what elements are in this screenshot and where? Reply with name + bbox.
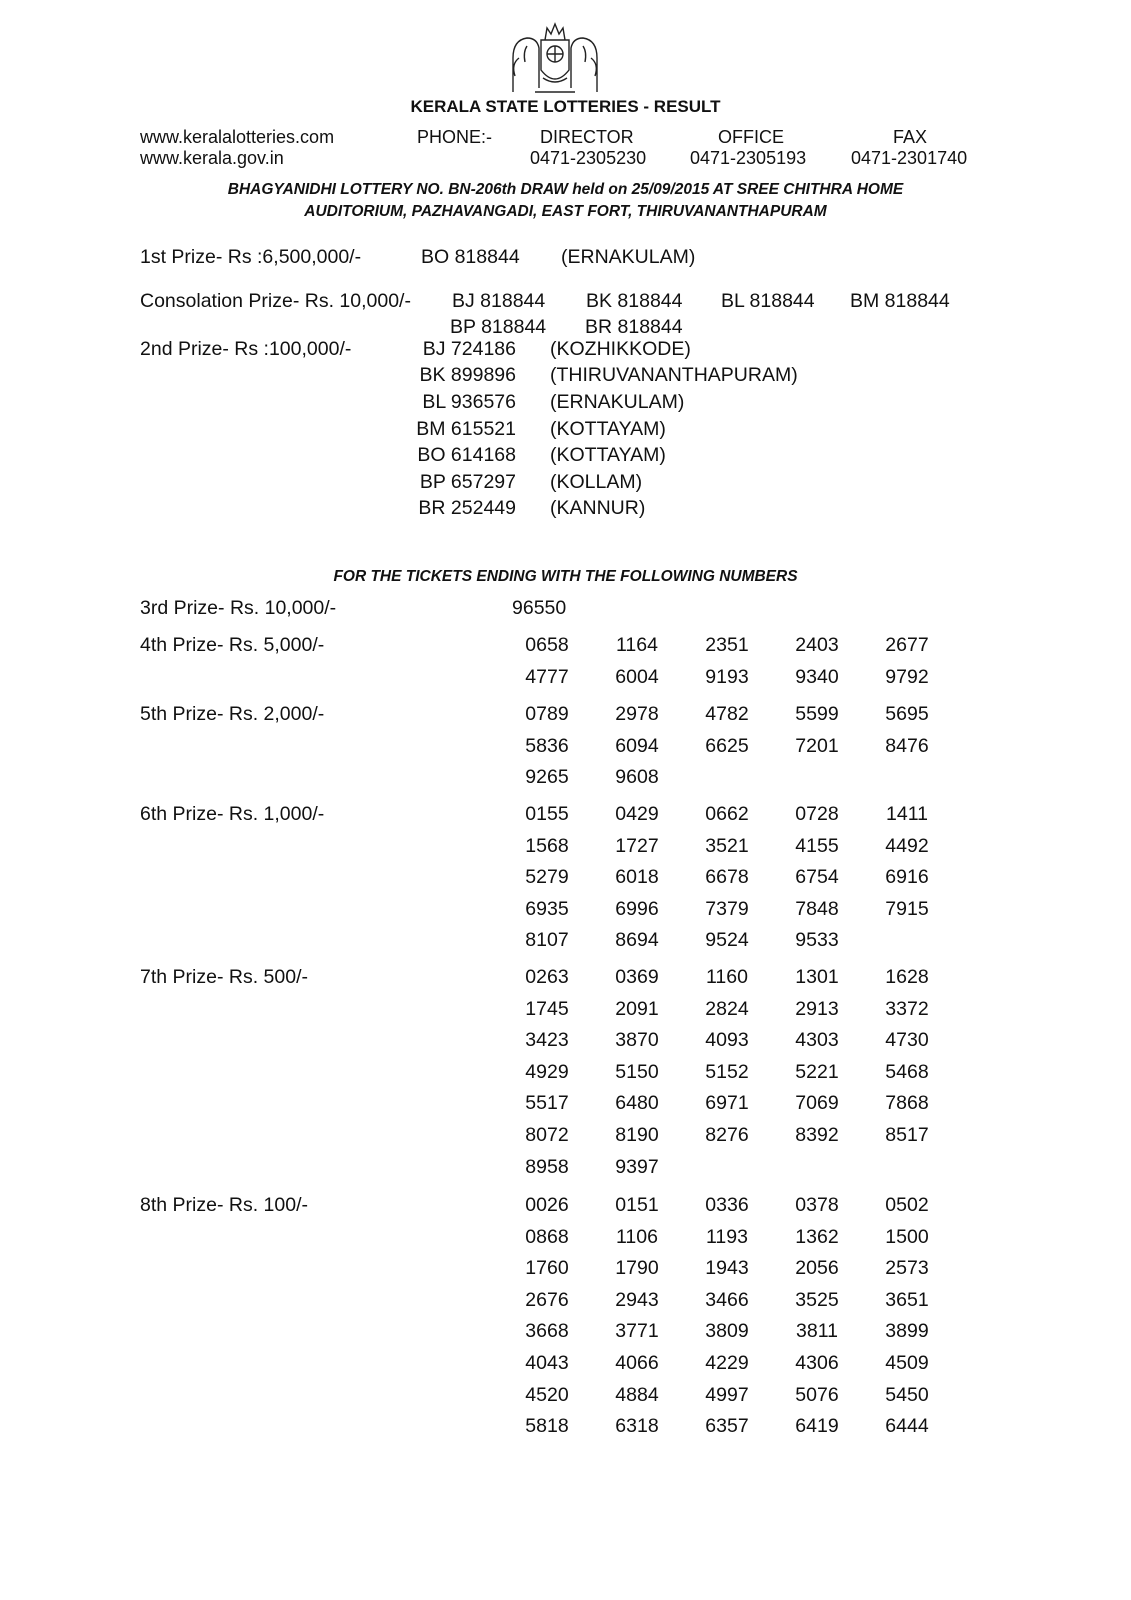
winning-number: 3668 (525, 1320, 569, 1343)
winning-number: 1193 (706, 1225, 748, 1248)
winning-number: 9533 (795, 929, 839, 952)
winning-number: 4492 (885, 834, 929, 857)
winning-number: 3423 (525, 1029, 569, 1052)
winning-number: 6357 (705, 1415, 749, 1438)
winning-number: 6678 (705, 866, 749, 889)
winning-number: 3809 (705, 1320, 749, 1343)
winning-number: 6419 (795, 1415, 839, 1438)
winning-number: 6916 (885, 866, 929, 889)
draw-info-line1: BHAGYANIDHI LOTTERY NO. BN-206th DRAW held on 25/09/2015 AT SREE CHITHRA HOME (227, 181, 904, 198)
winning-number: 3771 (615, 1320, 659, 1343)
winning-number: 2913 (795, 997, 839, 1020)
winning-number: 4509 (885, 1352, 929, 1374)
winning-number: 5279 (525, 866, 569, 889)
fax-label: FAX (893, 127, 928, 147)
winning-number: 4782 (705, 703, 749, 725)
winning-number: 6480 (615, 1092, 659, 1115)
winning-number: 0658 (525, 634, 569, 656)
winning-number: 6935 (525, 897, 569, 920)
winning-number: 8694 (615, 929, 659, 952)
winning-number: 0336 (705, 1194, 749, 1216)
winning-number: 6971 (705, 1092, 749, 1115)
winning-number: 0155 (525, 803, 569, 825)
winning-number: 9397 (615, 1155, 659, 1178)
consolation-ticket: BP 818844 (450, 316, 547, 338)
ending-numbers-heading: FOR THE TICKETS ENDING WITH THE FOLLOWING NUMBERS (333, 568, 798, 585)
consolation-ticket: BR 818844 (585, 316, 683, 338)
winning-number: 9265 (525, 766, 569, 789)
winning-number: 4884 (615, 1383, 659, 1406)
second-prize-ticket: BJ 724186 (422, 338, 516, 360)
winning-number: 2677 (885, 634, 929, 656)
winning-number: 5221 (795, 1060, 839, 1083)
winning-number: 1790 (615, 1257, 659, 1280)
second-prize-place: (ERNAKULAM) (550, 391, 685, 413)
winning-number: 7069 (795, 1092, 839, 1115)
winning-number: 0151 (615, 1194, 659, 1216)
page-title: KERALA STATE LOTTERIES - RESULT (410, 97, 721, 116)
winning-number: 6004 (615, 665, 659, 688)
winning-number: 2091 (615, 997, 659, 1020)
fax-number: 0471-2301740 (851, 148, 968, 168)
winning-number: 3521 (705, 834, 749, 857)
consolation-prize-label: Consolation Prize- Rs. 10,000/- (140, 290, 411, 312)
winning-number: 4229 (705, 1352, 749, 1374)
winning-number: 7379 (705, 897, 749, 920)
consolation-ticket: BK 818844 (586, 290, 683, 312)
winning-number: 0662 (705, 803, 749, 825)
winning-number: 5695 (885, 703, 929, 725)
winning-number: 4043 (525, 1352, 569, 1374)
prize-tier-label: 4th Prize- Rs. 5,000/- (140, 634, 325, 656)
office-label: OFFICE (718, 127, 784, 147)
phone-label: PHONE:- (417, 127, 493, 147)
prize-tier-label: 8th Prize- Rs. 100/- (140, 1194, 308, 1216)
winning-number: 1500 (885, 1225, 929, 1248)
winning-number: 1943 (705, 1257, 749, 1280)
winning-number: 8107 (525, 929, 569, 952)
winning-number: 1760 (525, 1257, 569, 1280)
first-prize-label: 1st Prize- Rs :6,500,000/- (140, 246, 362, 268)
winning-number: 8190 (615, 1124, 659, 1146)
winning-number: 5152 (705, 1060, 749, 1083)
winning-number: 6018 (615, 866, 659, 889)
second-prize-ticket: BM 615521 (416, 418, 516, 440)
winning-number: 4929 (525, 1060, 569, 1083)
second-prize-place: (KOTTAYAM) (550, 444, 666, 466)
second-prize-place: (KOLLAM) (550, 471, 643, 493)
winning-number: 0789 (525, 703, 569, 725)
winning-number: 3870 (615, 1029, 659, 1052)
second-prize-place: (KOZHIKKODE) (550, 338, 691, 360)
winning-number: 1568 (525, 834, 569, 857)
winning-number: 1301 (795, 966, 839, 988)
winning-number: 0263 (525, 966, 569, 988)
winning-number: 5836 (525, 734, 569, 757)
winning-number: 4730 (885, 1029, 929, 1052)
second-prize-ticket: BK 899896 (419, 364, 516, 386)
winning-number: 8392 (795, 1124, 839, 1146)
winning-number: 6318 (615, 1415, 659, 1438)
winning-number: 5818 (525, 1415, 569, 1438)
winning-number: 2676 (525, 1288, 569, 1311)
second-prize-ticket: BR 252449 (418, 497, 516, 519)
winning-number: 2978 (615, 703, 659, 725)
winning-number: 0369 (615, 966, 659, 988)
winning-number: 7201 (795, 734, 839, 757)
winning-number: 5450 (885, 1383, 929, 1406)
second-prize-place: (KOTTAYAM) (550, 418, 666, 440)
winning-number: 3466 (705, 1288, 749, 1311)
office-phone: 0471-2305193 (690, 148, 807, 168)
winning-number: 4997 (705, 1383, 749, 1406)
winning-number: 0378 (795, 1194, 839, 1216)
winning-number: 4520 (525, 1383, 569, 1406)
winning-number: 2403 (795, 634, 839, 656)
winning-number: 4066 (615, 1352, 659, 1374)
second-prize-ticket: BP 657297 (419, 471, 516, 493)
winning-number: 0429 (615, 803, 659, 825)
winning-number: 9792 (885, 665, 929, 688)
winning-number: 1106 (616, 1225, 658, 1248)
winning-number: 4777 (525, 665, 569, 688)
winning-number: 5517 (525, 1092, 569, 1115)
winning-number: 3372 (885, 997, 929, 1020)
winning-number: 4306 (795, 1352, 839, 1374)
winning-number: 1362 (795, 1225, 839, 1248)
consolation-ticket: BL 818844 (721, 290, 815, 312)
winning-number: 1411 (886, 803, 928, 825)
winning-number: 8276 (705, 1124, 749, 1146)
winning-number: 5150 (615, 1060, 659, 1083)
winning-number: 1160 (706, 966, 748, 988)
draw-info-line2: AUDITORIUM, PAZHAVANGADI, EAST FORT, THIRUVANANTHAPURAM (304, 203, 827, 220)
winning-number: 9524 (705, 929, 749, 952)
winning-number: 2824 (705, 997, 749, 1020)
director-phone: 0471-2305230 (530, 148, 647, 168)
consolation-ticket: BM 818844 (850, 290, 950, 312)
first-prize-ticket: BO 818844 (421, 246, 520, 268)
winning-number: 6444 (885, 1415, 929, 1438)
website-link-keralalotteries[interactable]: www.keralalotteries.com (140, 127, 335, 147)
winning-number: 3899 (885, 1320, 929, 1343)
winning-number: 1164 (616, 634, 658, 656)
second-prize-place: (THIRUVANANTHAPURAM) (550, 364, 798, 386)
winning-number: 8517 (885, 1124, 929, 1146)
winning-number: 6625 (705, 734, 749, 757)
winning-number: 7915 (885, 897, 929, 920)
winning-number: 5076 (795, 1383, 839, 1406)
winning-number: 9340 (795, 665, 839, 688)
winning-number: 2056 (795, 1257, 839, 1280)
prize-tier-label: 7th Prize- Rs. 500/- (140, 966, 308, 988)
director-label: DIRECTOR (540, 127, 634, 147)
prize-tier-label: 5th Prize- Rs. 2,000/- (140, 703, 325, 725)
third-prize-number: 96550 (512, 597, 567, 619)
winning-number: 2351 (705, 634, 749, 656)
first-prize-place: (ERNAKULAM) (561, 246, 696, 268)
kerala-state-emblem-icon (505, 18, 605, 96)
website-link-kerala-gov[interactable]: www.kerala.gov.in (140, 148, 284, 168)
winning-number: 6996 (615, 897, 659, 920)
winning-number: 2573 (885, 1257, 929, 1280)
second-prize-label: 2nd Prize- Rs :100,000/- (140, 338, 352, 360)
winning-number: 5599 (795, 703, 839, 725)
winning-number: 4303 (795, 1029, 839, 1052)
winning-number: 3651 (885, 1288, 929, 1311)
winning-number: 8958 (525, 1155, 569, 1178)
winning-number: 6754 (795, 866, 839, 889)
winning-number: 8072 (525, 1124, 569, 1146)
winning-number: 0728 (795, 803, 839, 825)
winning-number: 3525 (795, 1288, 839, 1311)
winning-number: 1745 (525, 997, 569, 1020)
winning-number: 7848 (795, 897, 839, 920)
prize-tier-label: 6th Prize- Rs. 1,000/- (140, 803, 325, 825)
winning-number: 1727 (615, 834, 659, 857)
winning-number: 0026 (525, 1194, 569, 1216)
second-prize-place: (KANNUR) (550, 497, 646, 519)
winning-number: 6094 (615, 734, 659, 757)
winning-number: 7868 (885, 1092, 929, 1115)
second-prize-ticket: BO 614168 (417, 444, 516, 466)
winning-number: 0868 (525, 1225, 569, 1248)
third-prize-label: 3rd Prize- Rs. 10,000/- (140, 597, 337, 619)
second-prize-ticket: BL 936576 (422, 391, 516, 413)
winning-number: 5468 (885, 1060, 929, 1083)
winning-number: 9608 (615, 766, 659, 789)
winning-number: 3811 (796, 1320, 838, 1343)
winning-number: 0502 (885, 1194, 929, 1216)
winning-number: 1628 (885, 966, 929, 988)
winning-number: 8476 (885, 734, 929, 757)
winning-number: 9193 (705, 665, 749, 688)
winning-number: 2943 (615, 1288, 659, 1311)
winning-number: 4155 (795, 834, 839, 857)
consolation-ticket: BJ 818844 (452, 290, 546, 312)
winning-number: 4093 (705, 1029, 749, 1052)
